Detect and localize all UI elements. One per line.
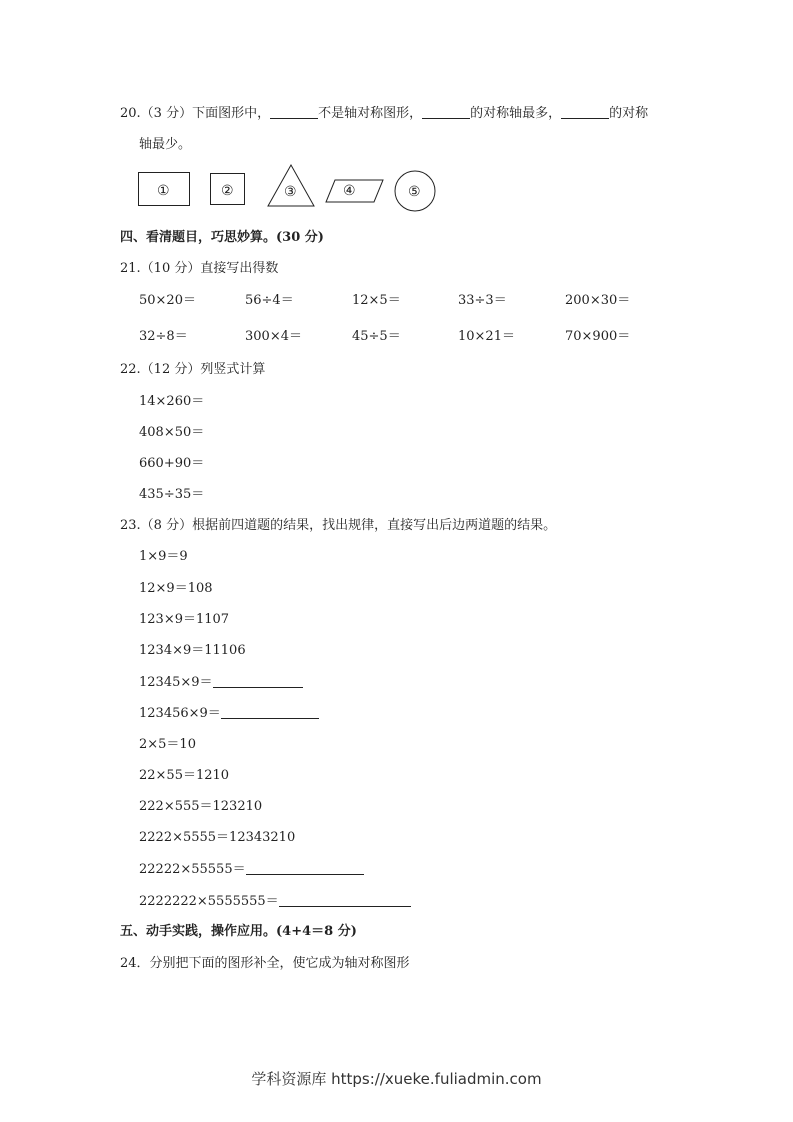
q20-line1: [120, 106, 648, 120]
q23-line-11: [139, 862, 364, 876]
q22-item-1: 14×260＝: [139, 394, 205, 409]
q23-line-8: 22×55＝1210: [139, 768, 230, 783]
q21-r2-c5: 70×900＝: [565, 329, 631, 344]
q21-r1-c2: 56÷4＝: [245, 293, 294, 308]
q23-line-5: [139, 675, 303, 689]
shape-label-1: ①: [157, 183, 170, 199]
q20-text-b: 不是轴对称图形，: [318, 106, 423, 121]
q23-line-12-text: 2222222×5555555＝: [139, 894, 279, 909]
q23-line-10: 2222×5555＝12343210: [139, 830, 296, 845]
q23-answer-blank-3[interactable]: [246, 862, 364, 875]
q20-text-a: 20.（3 分）下面图形中，: [120, 106, 271, 121]
q23-line-12: [139, 894, 411, 908]
q21-r1-c3: 12×5＝: [352, 293, 401, 308]
q20-blank-1[interactable]: [270, 106, 318, 119]
q23-line-11-text: 22222×55555＝: [139, 862, 246, 877]
q22-title: 22.（12 分）列竖式计算: [120, 362, 266, 377]
q21-r1-c1: 50×20＝: [139, 293, 196, 308]
q23-answer-blank-4[interactable]: [279, 894, 411, 907]
q20-text-d: 的对称: [609, 106, 649, 121]
q23-line-7: 2×5＝10: [139, 737, 196, 752]
q23-line-3: 123×9＝1107: [139, 612, 230, 627]
shape-label-5: ⑤: [408, 184, 421, 200]
q23-line-6-text: 123456×9＝: [139, 706, 221, 721]
section-4-heading: 四、看清题目，巧思妙算。(30 分): [120, 230, 324, 245]
q23-answer-blank-2[interactable]: [221, 706, 319, 719]
footer-watermark: 学科资源库 https://xueke.fuliadmin.com: [251, 1070, 542, 1088]
q21-r2-c1: 32÷8＝: [139, 329, 188, 344]
q23-answer-blank-1[interactable]: [213, 675, 303, 688]
q23-line-6: [139, 706, 319, 720]
q23-line-1: 1×9＝9: [139, 549, 188, 564]
q22-item-2: 408×50＝: [139, 425, 205, 440]
q20-blank-3[interactable]: [561, 106, 609, 119]
q23-line-5-text: 12345×9＝: [139, 675, 213, 690]
q20-text-c: 的对称轴最多，: [470, 106, 562, 121]
shape-label-2: ②: [221, 183, 234, 199]
q20-line2: 轴最少。: [139, 137, 192, 152]
q21-r1-c5: 200×30＝: [565, 293, 631, 308]
q23-line-2: 12×9＝108: [139, 581, 213, 596]
q21-r2-c2: 300×4＝: [245, 329, 302, 344]
q23-line-4: 1234×9＝11106: [139, 643, 246, 658]
q22-item-4: 435÷35＝: [139, 487, 205, 502]
q21-title: 21.（10 分）直接写出得数: [120, 261, 279, 276]
shape-label-4: ④: [343, 183, 356, 199]
q22-item-3: 660+90＝: [139, 456, 205, 471]
q23-line-9: 222×555＝123210: [139, 799, 263, 814]
q21-r2-c3: 45÷5＝: [352, 329, 401, 344]
q23-title: 23.（8 分）根据前四道题的结果，找出规律，直接写出后边两道题的结果。: [120, 518, 557, 533]
shape-label-3: ③: [284, 184, 297, 200]
q20-shapes: [0, 160, 793, 220]
q24-title: 24．分别把下面的图形补全，使它成为轴对称图形: [120, 956, 410, 971]
q21-r2-c4: 10×21＝: [458, 329, 515, 344]
q20-blank-2[interactable]: [422, 106, 470, 119]
q21-r1-c4: 33÷3＝: [458, 293, 507, 308]
section-5-heading: 五、动手实践，操作应用。(4+4＝8 分): [120, 924, 357, 939]
